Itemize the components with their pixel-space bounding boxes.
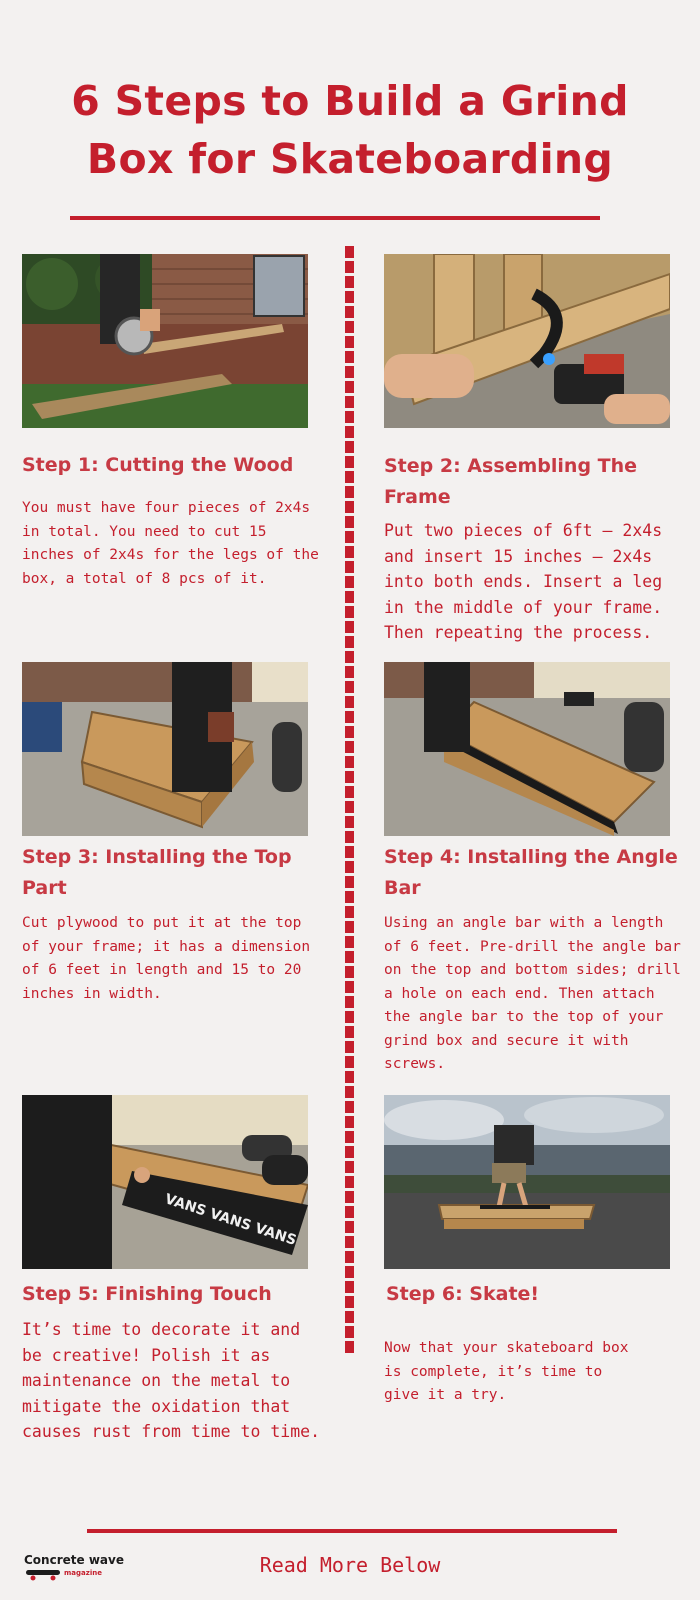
step-1-text: You must have four pieces of 2x4s in total. You need to cut 15 inches of 2x4s for the legs of the box, a total of 8 pcs of it. — [22, 500, 319, 587]
step-4-text: Using an angle bar with a length of 6 feet. Pre-drill the angle bar on the top and bottom sides; drill a hole on each end. Then attach the angle bar to the top of your grind box and secure it with screws. — [384, 915, 681, 1072]
center-divider — [345, 246, 354, 1356]
step-4-title: Step 4: Installing the Angle Bar — [384, 846, 678, 899]
step-4-photo — [384, 662, 670, 836]
page-title — [20, 72, 680, 188]
box-print: VANS VANS VANS — [162, 1191, 299, 1249]
step-2-title: Step 2: Assembling The Frame — [384, 455, 638, 508]
step-2-text: Put two pieces of 6ft – 2x4s and insert 15 inches – 2x4s into both ends. Insert a leg in the middle of your frame. Then repeating the process. — [384, 521, 663, 642]
read-more-link[interactable]: Read More Below — [259, 1553, 441, 1577]
footer-rule — [87, 1529, 617, 1533]
step-5-text: It’s time to decorate it and be creative! Polish it as maintenance on the metal to mitigate the oxidation that causes rust from time to time. — [22, 1320, 321, 1441]
title-underline — [70, 216, 600, 220]
step-2-photo — [384, 254, 670, 428]
title-line-1: 6 Steps to Build a Grind — [71, 77, 629, 125]
step-3-title: Step 3: Installing the Top Part — [22, 846, 292, 899]
step-1-title: Step 1: Cutting the Wood — [22, 454, 294, 476]
step-6-text: Now that your skateboard box is complete, it’s time to give it a try. — [384, 1340, 629, 1403]
title-line-2: Box for Skateboarding — [86, 135, 614, 183]
step-3-text: Cut plywood to put it at the top of your frame; it has a dimension of 6 feet in length and 15 to 20 inches in width. — [22, 915, 311, 1002]
logo-text: Concrete wave — [24, 1553, 124, 1567]
step-6-title: Step 6: Skate! — [386, 1283, 540, 1305]
step-5-photo — [22, 1095, 308, 1269]
step-6-photo — [384, 1095, 670, 1269]
step-3-photo — [22, 662, 308, 836]
concrete-wave-logo[interactable] — [22, 1551, 142, 1587]
step-5-title: Step 5: Finishing Touch — [22, 1283, 272, 1305]
step-1-photo — [22, 254, 308, 428]
skateboard-icon — [24, 1567, 64, 1581]
logo-subtext: magazine — [64, 1569, 102, 1577]
